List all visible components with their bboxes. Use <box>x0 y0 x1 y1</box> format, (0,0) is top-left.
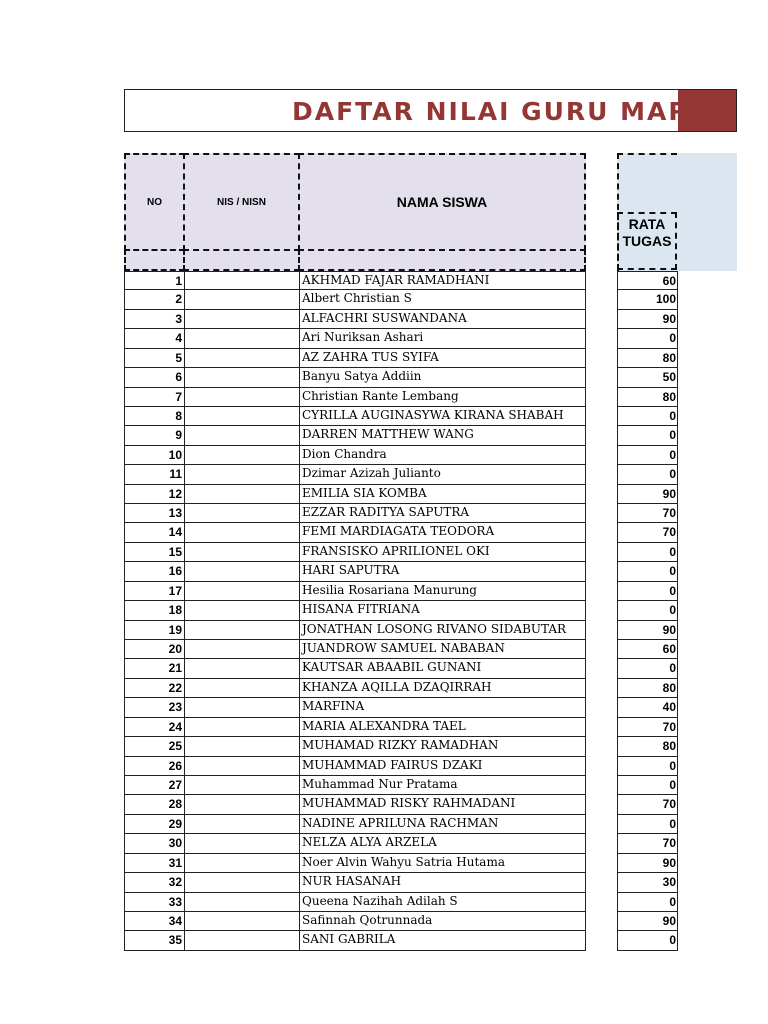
row-number: 22 <box>124 679 185 698</box>
row-rata-tugas: 70 <box>617 523 678 542</box>
row-nis <box>184 349 300 368</box>
row-nis <box>184 426 300 445</box>
row-number: 2 <box>124 290 185 309</box>
row-number: 3 <box>124 310 185 329</box>
row-rata-tugas: 70 <box>617 834 678 853</box>
row-student-name: Dzimar Azizah Julianto <box>299 465 586 484</box>
row-nis <box>184 912 300 931</box>
row-rata-tugas: 0 <box>617 543 678 562</box>
row-student-name: Ari Nuriksan Ashari <box>299 329 586 348</box>
row-number: 21 <box>124 659 185 678</box>
row-student-name: NELZA ALYA ARZELA <box>299 834 586 853</box>
row-nis <box>184 562 300 581</box>
row-number: 19 <box>124 621 185 640</box>
row-nis <box>184 737 300 756</box>
row-nis <box>184 854 300 873</box>
header-nama-sub <box>298 249 586 271</box>
row-nis <box>184 504 300 523</box>
row-student-name: Queena Nazihah Adilah S <box>299 893 586 912</box>
header-no-sub <box>124 249 185 271</box>
row-student-name: JUANDROW SAMUEL NABABAN <box>299 640 586 659</box>
row-number: 10 <box>124 446 185 465</box>
row-student-name: Banyu Satya Addiin <box>299 368 586 387</box>
row-number: 12 <box>124 485 185 504</box>
row-nis <box>184 310 300 329</box>
header-nama-label: NAMA SISWA <box>396 194 488 210</box>
row-nis <box>184 815 300 834</box>
row-student-name: Hesilia Rosariana Manurung <box>299 582 586 601</box>
row-nis <box>184 407 300 426</box>
row-rata-tugas: 0 <box>617 776 678 795</box>
row-rata-tugas: 0 <box>617 329 678 348</box>
row-rata-tugas: 40 <box>617 698 678 717</box>
page-title: DAFTAR NILAI GURU MAPEL <box>292 97 726 126</box>
row-number: 6 <box>124 368 185 387</box>
row-number: 28 <box>124 795 185 814</box>
header-rata-tugas-label: RATA TUGAS <box>622 216 672 249</box>
header-nis-label: NIS / NISN <box>217 196 266 208</box>
row-nis <box>184 718 300 737</box>
row-number: 27 <box>124 776 185 795</box>
row-number: 30 <box>124 834 185 853</box>
row-rata-tugas: 0 <box>617 601 678 620</box>
row-number: 7 <box>124 388 185 407</box>
header-nama <box>298 153 586 251</box>
row-number: 1 <box>124 271 185 290</box>
row-student-name: JONATHAN LOSONG RIVANO SIDABUTAR <box>299 621 586 640</box>
row-student-name: HARI SAPUTRA <box>299 562 586 581</box>
row-rata-tugas: 80 <box>617 679 678 698</box>
row-number: 20 <box>124 640 185 659</box>
row-rata-tugas: 0 <box>617 426 678 445</box>
row-number: 9 <box>124 426 185 445</box>
row-number: 34 <box>124 912 185 931</box>
row-rata-tugas: 70 <box>617 795 678 814</box>
row-number: 35 <box>124 931 185 950</box>
row-rata-tugas: 50 <box>617 368 678 387</box>
row-nis <box>184 329 300 348</box>
row-student-name: MUHAMMAD FAIRUS DZAKI <box>299 757 586 776</box>
row-rata-tugas: 30 <box>617 873 678 892</box>
row-nis <box>184 582 300 601</box>
row-student-name: MARFINA <box>299 698 586 717</box>
row-number: 8 <box>124 407 185 426</box>
row-rata-tugas: 90 <box>617 621 678 640</box>
row-student-name: AZ ZAHRA TUS SYIFA <box>299 349 586 368</box>
row-student-name: Dion Chandra <box>299 446 586 465</box>
row-rata-tugas: 90 <box>617 854 678 873</box>
row-rata-tugas: 90 <box>617 310 678 329</box>
row-number: 17 <box>124 582 185 601</box>
row-student-name: AKHMAD FAJAR RAMADHANI <box>299 271 586 290</box>
row-number: 29 <box>124 815 185 834</box>
row-student-name: NADINE APRILUNA RACHMAN <box>299 815 586 834</box>
score-header-panel <box>677 153 737 271</box>
row-nis <box>184 757 300 776</box>
title-cell <box>125 90 726 131</box>
row-nis <box>184 543 300 562</box>
row-nis <box>184 795 300 814</box>
row-student-name: Christian Rante Lembang <box>299 388 586 407</box>
row-number: 18 <box>124 601 185 620</box>
row-number: 14 <box>124 523 185 542</box>
row-rata-tugas: 70 <box>617 718 678 737</box>
row-rata-tugas: 80 <box>617 737 678 756</box>
row-nis <box>184 446 300 465</box>
row-nis <box>184 601 300 620</box>
row-student-name: Muhammad Nur Pratama <box>299 776 586 795</box>
row-number: 23 <box>124 698 185 717</box>
row-rata-tugas: 0 <box>617 446 678 465</box>
row-number: 32 <box>124 873 185 892</box>
row-student-name: ALFACHRI SUSWANDANA <box>299 310 586 329</box>
row-rata-tugas: 0 <box>617 407 678 426</box>
row-student-name: FRANSISKO APRILIONEL OKI <box>299 543 586 562</box>
row-rata-tugas: 0 <box>617 757 678 776</box>
row-nis <box>184 621 300 640</box>
row-student-name: SANI GABRILA <box>299 931 586 950</box>
row-number: 5 <box>124 349 185 368</box>
row-student-name: MUHAMMAD RISKY RAHMADANI <box>299 795 586 814</box>
row-student-name: MUHAMAD RIZKY RAMADHAN <box>299 737 586 756</box>
row-nis <box>184 368 300 387</box>
header-no <box>124 153 185 251</box>
row-student-name: MARIA ALEXANDRA TAEL <box>299 718 586 737</box>
row-number: 25 <box>124 737 185 756</box>
row-nis <box>184 465 300 484</box>
row-rata-tugas: 0 <box>617 931 678 950</box>
row-nis <box>184 893 300 912</box>
row-nis <box>184 873 300 892</box>
row-number: 15 <box>124 543 185 562</box>
header-nis <box>183 153 300 251</box>
row-student-name: KAUTSAR ABAABIL GUNANI <box>299 659 586 678</box>
row-rata-tugas: 80 <box>617 388 678 407</box>
row-number: 26 <box>124 757 185 776</box>
row-rata-tugas: 60 <box>617 271 678 290</box>
row-rata-tugas: 90 <box>617 912 678 931</box>
row-number: 16 <box>124 562 185 581</box>
header-no-label: NO <box>147 196 162 208</box>
header-rata-tugas <box>617 212 677 270</box>
row-rata-tugas: 0 <box>617 659 678 678</box>
row-rata-tugas: 90 <box>617 485 678 504</box>
row-rata-tugas: 0 <box>617 893 678 912</box>
row-student-name: KHANZA AQILLA DZAQIRRAH <box>299 679 586 698</box>
row-number: 4 <box>124 329 185 348</box>
row-student-name: Noer Alvin Wahyu Satria Hutama <box>299 854 586 873</box>
row-rata-tugas: 80 <box>617 349 678 368</box>
row-nis <box>184 931 300 950</box>
row-rata-tugas: 100 <box>617 290 678 309</box>
row-number: 11 <box>124 465 185 484</box>
header-nis-sub <box>183 249 300 271</box>
row-rata-tugas: 60 <box>617 640 678 659</box>
row-rata-tugas: 0 <box>617 582 678 601</box>
row-rata-tugas: 0 <box>617 562 678 581</box>
row-student-name: NUR HASANAH <box>299 873 586 892</box>
row-student-name: HISANA FITRIANA <box>299 601 586 620</box>
row-nis <box>184 388 300 407</box>
row-nis <box>184 640 300 659</box>
row-nis <box>184 776 300 795</box>
row-student-name: EZZAR RADITYA SAPUTRA <box>299 504 586 523</box>
row-number: 24 <box>124 718 185 737</box>
row-student-name: EMILIA SIA KOMBA <box>299 485 586 504</box>
row-nis <box>184 834 300 853</box>
row-rata-tugas: 70 <box>617 504 678 523</box>
row-number: 33 <box>124 893 185 912</box>
row-rata-tugas: 0 <box>617 465 678 484</box>
title-bar <box>124 89 737 132</box>
row-number: 31 <box>124 854 185 873</box>
row-student-name: FEMI MARDIAGATA TEODORA <box>299 523 586 542</box>
row-nis <box>184 271 300 290</box>
row-student-name: DARREN MATTHEW WANG <box>299 426 586 445</box>
row-nis <box>184 679 300 698</box>
row-nis <box>184 485 300 504</box>
row-rata-tugas: 0 <box>617 815 678 834</box>
row-nis <box>184 523 300 542</box>
row-student-name: Albert Christian S <box>299 290 586 309</box>
row-student-name: CYRILLA AUGINASYWA KIRANA SHABAH <box>299 407 586 426</box>
row-student-name: Safinnah Qotrunnada <box>299 912 586 931</box>
row-nis <box>184 698 300 717</box>
row-nis <box>184 290 300 309</box>
row-nis <box>184 659 300 678</box>
row-number: 13 <box>124 504 185 523</box>
